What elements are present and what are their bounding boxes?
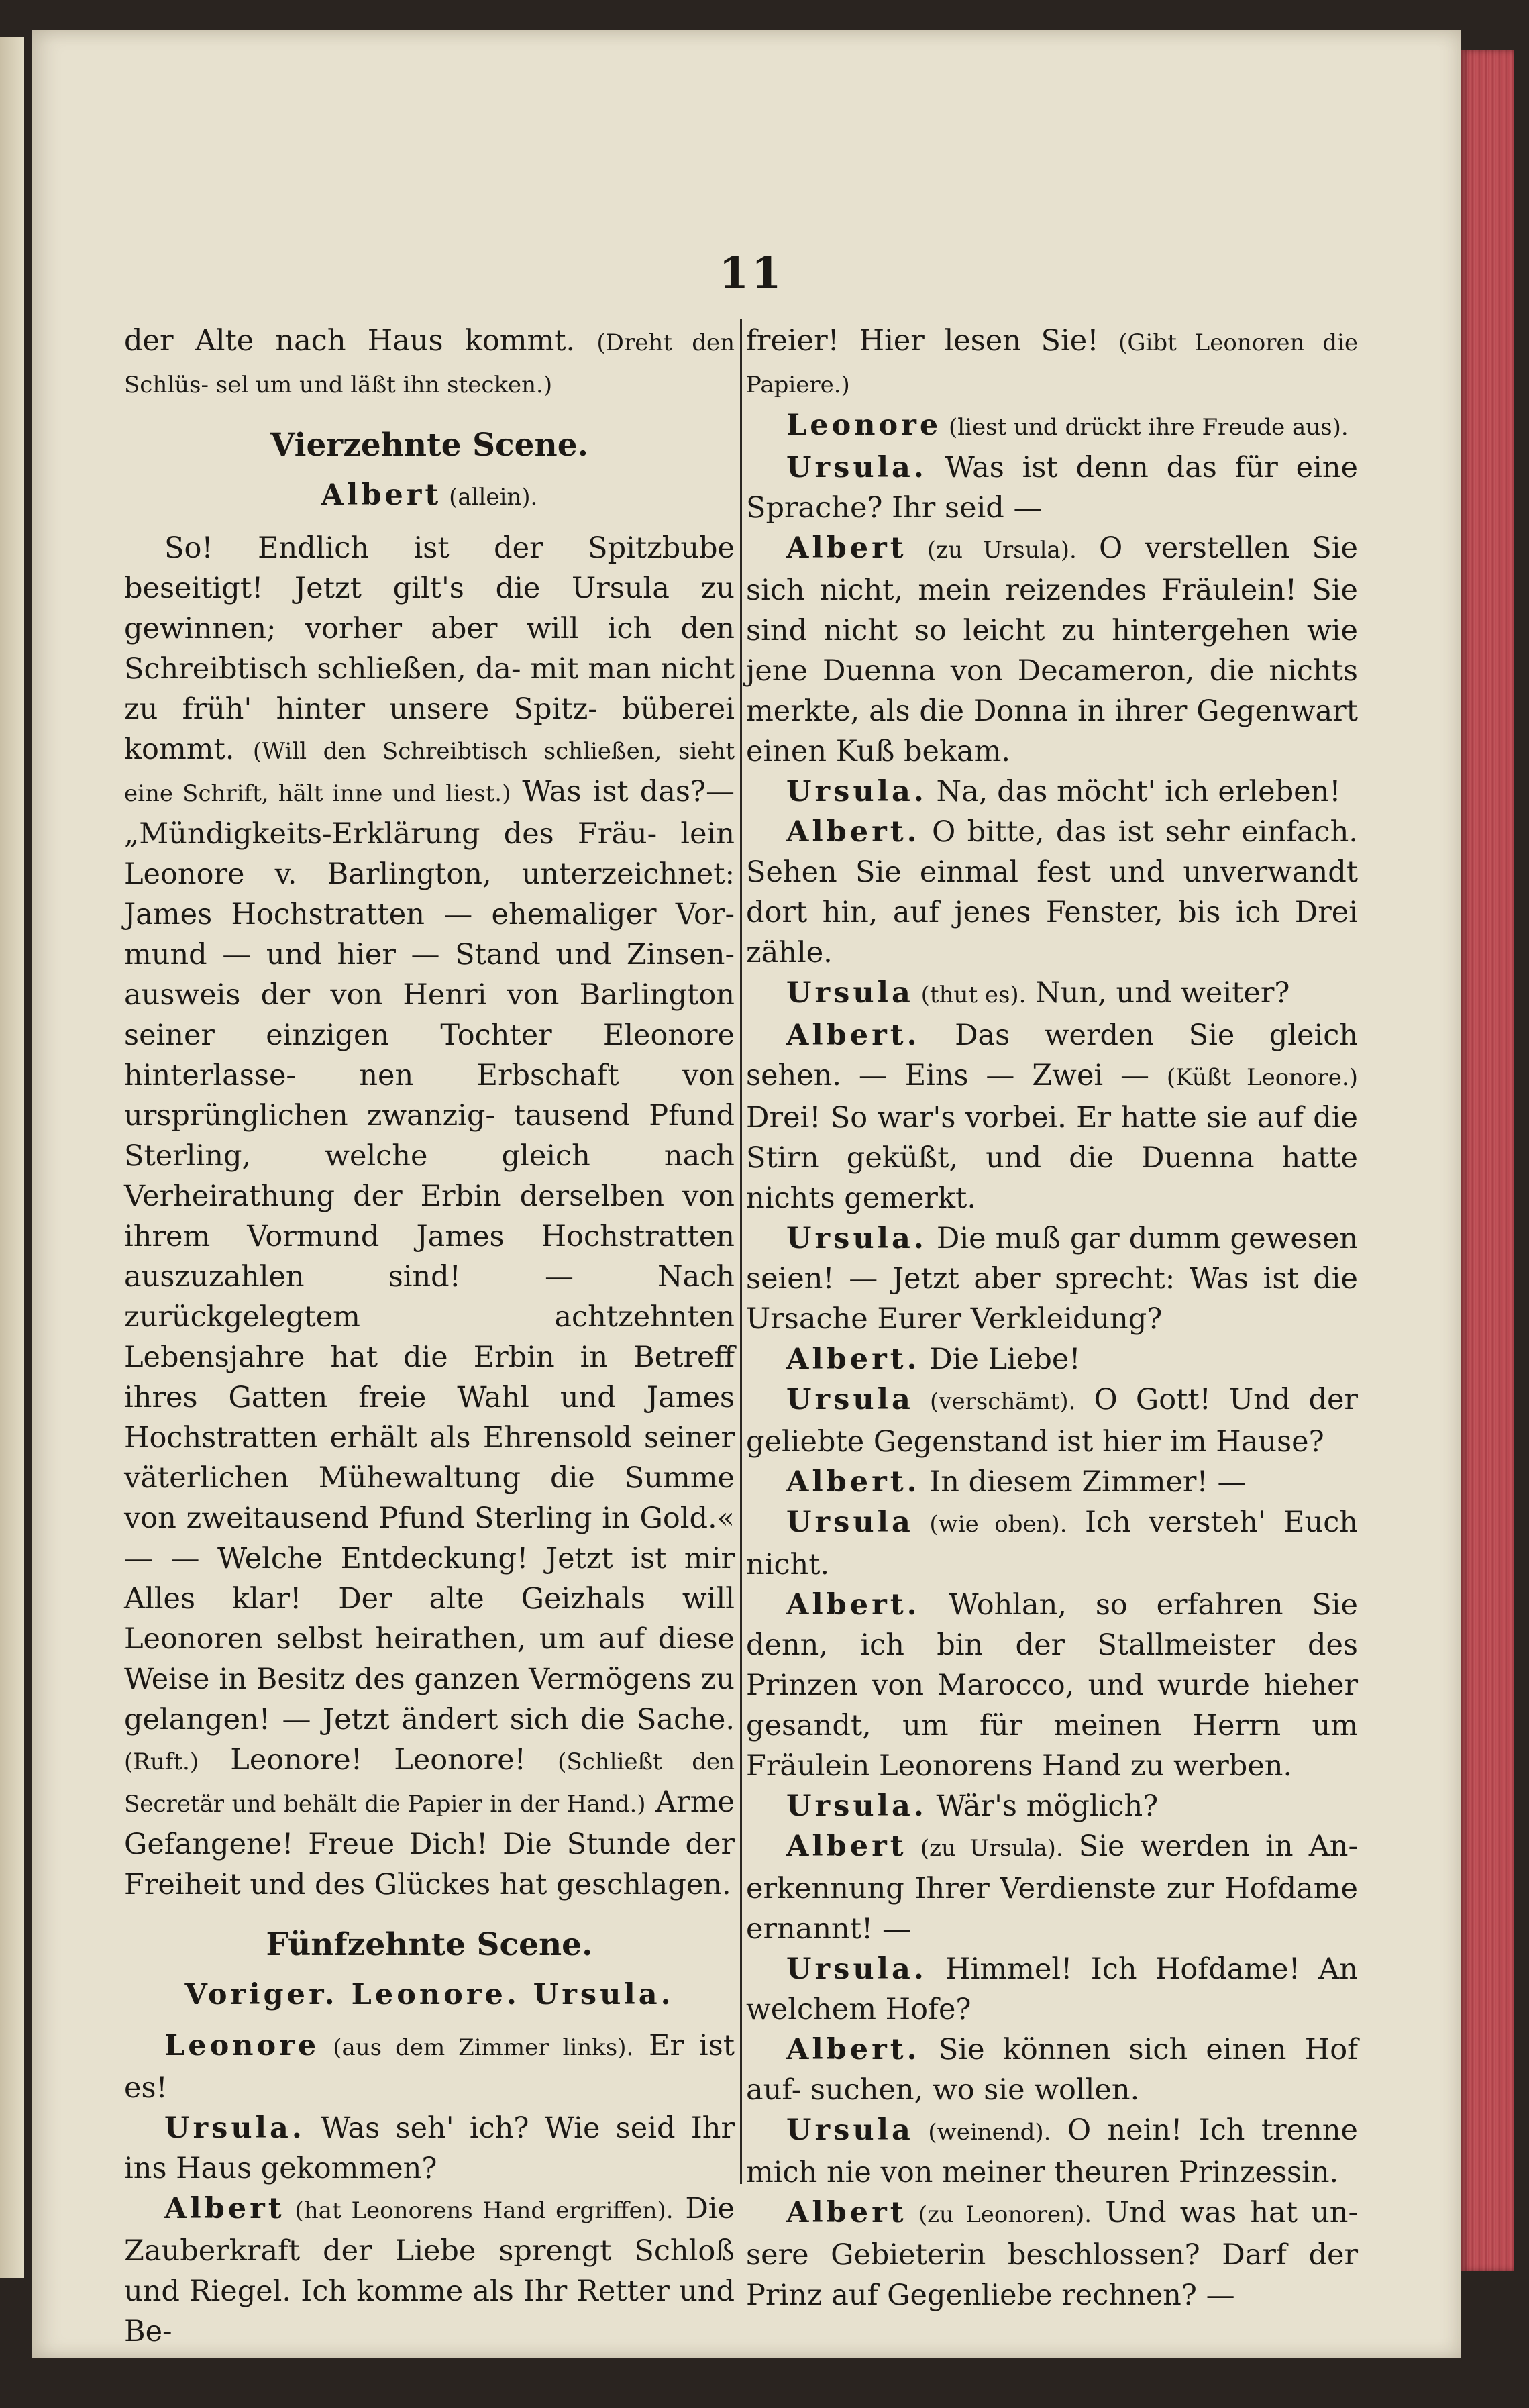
- spoken-text: Die Zauberkraft der Liebe sprengt Schloß und Riegel. Ich komme als Ihr Retter und Be-: [124, 2192, 735, 2348]
- page-number: 11: [719, 248, 784, 299]
- stage-direction: (Will den Schreibtisch schließen, sieht eine Schrift, hält inne und liest.): [124, 738, 735, 807]
- speaker-name: Ursula.: [786, 451, 927, 484]
- spoken-text: So! Endlich ist der Spitzbube beseitigt! Jetzt gilt's die Ursula zu gewinnen; vorher aber will ich den Schreibtisch schließen, da- mit man nicht zu früh' hinter unsere Spitz- büberei kommt.: [124, 531, 735, 766]
- scene-cast-line: [124, 1975, 735, 2015]
- stage-direction: (thut es).: [913, 982, 1026, 1008]
- spoken-text: O Gott! Und der geliebte Gegenstand ist hier im Hause?: [746, 1383, 1358, 1459]
- column-divider: [740, 319, 742, 2184]
- dialogue-paragraph: [746, 1339, 1358, 1379]
- speaker-name: Ursula: [786, 2113, 914, 2147]
- speaker-name: Ursula.: [786, 775, 927, 808]
- spoken-text: Die muß gar dumm gewesen seien! — Jetzt aber sprecht: Was ist die Ursache Eurer Verkleidung?: [746, 1222, 1358, 1336]
- spoken-text: Himmel! Ich Hofdame! An welchem Hofe?: [746, 1952, 1358, 2026]
- dialogue-paragraph: [746, 1786, 1358, 1826]
- dialogue-paragraph: [746, 772, 1358, 812]
- speaker-name: Albert.: [786, 815, 920, 849]
- spoken-text: Er ist es!: [124, 2029, 735, 2105]
- dialogue-paragraph: [746, 1462, 1358, 1502]
- stage-direction: (liest und drückt ihre Freude aus).: [941, 414, 1349, 441]
- speaker-name: Ursula.: [786, 1222, 927, 1255]
- stage-direction: (zu Ursula).: [906, 1835, 1063, 1862]
- speaker-name: Albert.: [786, 1588, 920, 1622]
- dialogue-paragraph: [124, 2108, 735, 2189]
- spoken-text: Was ist denn das für eine Sprache? Ihr seid —: [746, 451, 1358, 525]
- speaker-name: Albert: [321, 478, 442, 512]
- stage-direction: (weinend).: [913, 2119, 1051, 2146]
- spoken-text: O verstellen Sie sich nicht, mein reizendes Fräulein! Sie sind nicht so leicht zu hintergehen wie jene Duenna von Decameron, die nichts merkte, als die Donna in ihrer Gegenwart einen Kuß bekam.: [746, 531, 1358, 768]
- stage-direction: (zu Ursula).: [906, 537, 1077, 564]
- right-text-column: [746, 321, 1358, 2315]
- stage-direction: (aus dem Zimmer links).: [319, 2034, 634, 2061]
- dialogue-paragraph: [124, 2026, 735, 2108]
- spoken-text: Fünfzehnte Scene.: [266, 1926, 593, 1963]
- spoken-text: O bitte, das ist sehr einfach. Sehen Sie einmal fest und unverwandt dort hin, auf jenes Fenster, bis ich Drei zähle.: [746, 815, 1358, 970]
- speaker-name: Leonore: [786, 409, 942, 442]
- spoken-text: Vierzehnte Scene.: [270, 427, 588, 464]
- stage-direction: (Küßt Leonore.): [1166, 1064, 1358, 1091]
- dialogue-paragraph: [746, 2193, 1358, 2315]
- speaker-name: Albert.: [786, 2033, 920, 2066]
- dialogue-paragraph: [124, 528, 735, 1905]
- dialogue-paragraph: [746, 1826, 1358, 1949]
- spoken-text: Nun, und weiter?: [1026, 976, 1290, 1010]
- stage-direction: (zu Leonoren).: [906, 2201, 1092, 2228]
- previous-page-edge: [0, 37, 24, 2278]
- speaker-name: Albert: [786, 2196, 907, 2230]
- spoken-text: Wär's möglich?: [927, 1789, 1159, 1823]
- spoken-text: Und was hat un- sere Gebieterin beschlossen? Darf der Prinz auf Gegenliebe rechnen? —: [746, 2196, 1359, 2312]
- stage-direction: (Ruft.): [124, 1748, 199, 1775]
- spoken-text: Das werden Sie gleich sehen. — Eins — Zwei —: [746, 1018, 1358, 1092]
- stage-direction: (hat Leonorens Hand ergriffen).: [284, 2197, 674, 2224]
- dialogue-paragraph: [746, 1502, 1358, 1585]
- speaker-name: Albert: [786, 1830, 907, 1863]
- stage-direction: (Schließt den Secretär und behält die Papier in der Hand.): [124, 1748, 735, 1818]
- red-page-edges: [1461, 50, 1514, 2271]
- speaker-name: Ursula: [786, 1506, 914, 1539]
- speaker-name: Voriger. Leonore. Ursula.: [184, 1978, 674, 2011]
- dialogue-paragraph: [746, 2030, 1358, 2110]
- dialogue-paragraph: [746, 405, 1358, 448]
- dialogue-paragraph: [746, 321, 1358, 405]
- dialogue-paragraph: [746, 1015, 1358, 1218]
- dialogue-paragraph: [746, 1218, 1358, 1339]
- spoken-text: Wohlan, so erfahren Sie denn, ich bin der Stallmeister des Prinzen von Marocco, und wurde hieher gesandt, um für meinen Herrn um Fräulein Leonorens Hand zu werben.: [746, 1588, 1358, 1783]
- dialogue-paragraph: [746, 812, 1358, 973]
- left-text-column: [124, 321, 735, 2352]
- dialogue-paragraph: [746, 973, 1358, 1015]
- spoken-text: Leonore! Leonore!: [199, 1743, 558, 1777]
- spoken-text: In diesem Zimmer! —: [920, 1465, 1247, 1499]
- spoken-text: Sie werden in An- erkennung Ihrer Verdienste zur Hofdame ernannt! —: [746, 1830, 1358, 1946]
- scene-heading: [124, 1925, 735, 1965]
- speaker-name: Leonore: [164, 2029, 320, 2062]
- stage-direction: (allein).: [441, 484, 538, 511]
- spoken-text: Arme Gefangene! Freue Dich! Die Stunde der Freiheit und des Glückes hat geschlagen.: [124, 1785, 735, 1901]
- spoken-text: Die Liebe!: [920, 1343, 1081, 1376]
- stage-direction: (wie oben).: [913, 1511, 1067, 1538]
- stage-direction: (verschämt).: [913, 1388, 1076, 1415]
- stage-direction: (Gibt Leonoren die Papiere.): [746, 329, 1358, 399]
- dialogue-paragraph: [746, 1379, 1358, 1462]
- spoken-text: Drei! So war's vorbei. Er hatte sie auf die Stirn geküßt, und die Duenna hatte nichts gemerkt.: [746, 1101, 1358, 1215]
- spoken-text: Was ist das?—„Mündigkeits-Erklärung des Fräu- lein Leonore v. Barlington, unterzeichnet: James Hochstratten — ehemaliger Vor- mund — und hier — Stand und Zinsen- ausweis der von Henri von Barlington seiner einzigen Tochter Eleonore hinterlasse- nen Erbschaft von ursprünglichen zwanzig- tausend Pfund Sterling, welche gleich nach Verheirathung der Erbin derselben von ihrem Vormund James Hochstratten auszuzahlen sind! — Nach zurückgelegtem achtzehnten Lebensjahre hat die Erbin in Betreff ihres Gatten freie Wahl und James Hochstratten erhält als Ehrensold seiner väterlichen Mühewaltung die Summe von zweitausend Pfund Sterling in Gold.« — — Welche Entdeckung! Jetzt ist mir Alles klar! Der alte Geizhals will Leonoren selbst heirathen, um auf diese Weise in Besitz des ganzen Vermögens zu gelangen! — Jetzt ändert sich die Sache.: [124, 775, 735, 1736]
- speaker-name: Albert: [164, 2192, 285, 2226]
- dialogue-paragraph: [746, 1949, 1358, 2030]
- spoken-text: der Alte nach Haus kommt.: [124, 324, 597, 358]
- speaker-name: Ursula: [786, 1383, 914, 1416]
- speaker-name: Albert: [786, 531, 907, 565]
- spoken-text: freier! Hier lesen Sie!: [746, 324, 1119, 358]
- speaker-name: Ursula.: [164, 2111, 305, 2145]
- speaker-name: Albert.: [786, 1465, 920, 1499]
- spoken-text: O nein! Ich trenne mich nie von meiner theuren Prinzessin.: [746, 2113, 1358, 2189]
- dialogue-paragraph: [124, 2189, 735, 2352]
- scene-cast-line: [124, 475, 735, 517]
- speaker-name: Ursula.: [786, 1952, 927, 1986]
- spoken-text: Sie können sich einen Hof auf- suchen, wo sie wollen.: [746, 2033, 1358, 2107]
- speaker-name: Ursula.: [786, 1789, 927, 1823]
- scene-heading: [124, 425, 735, 466]
- speaker-name: Ursula: [786, 976, 914, 1010]
- spoken-text: Ich versteh' Euch nicht.: [746, 1506, 1358, 1581]
- dialogue-paragraph: [124, 321, 735, 405]
- dialogue-paragraph: [746, 1585, 1358, 1786]
- speaker-name: Albert.: [786, 1343, 920, 1376]
- stage-direction: (Dreht den Schlüs- sel um und läßt ihn stecken.): [124, 329, 735, 399]
- dialogue-paragraph: [746, 448, 1358, 528]
- dialogue-paragraph: [746, 2110, 1358, 2193]
- dialogue-paragraph: [746, 528, 1358, 772]
- speaker-name: Albert.: [786, 1018, 920, 1052]
- spoken-text: Was seh' ich? Wie seid Ihr ins Haus gekommen?: [124, 2111, 735, 2185]
- spoken-text: Na, das möcht' ich erleben!: [927, 775, 1341, 808]
